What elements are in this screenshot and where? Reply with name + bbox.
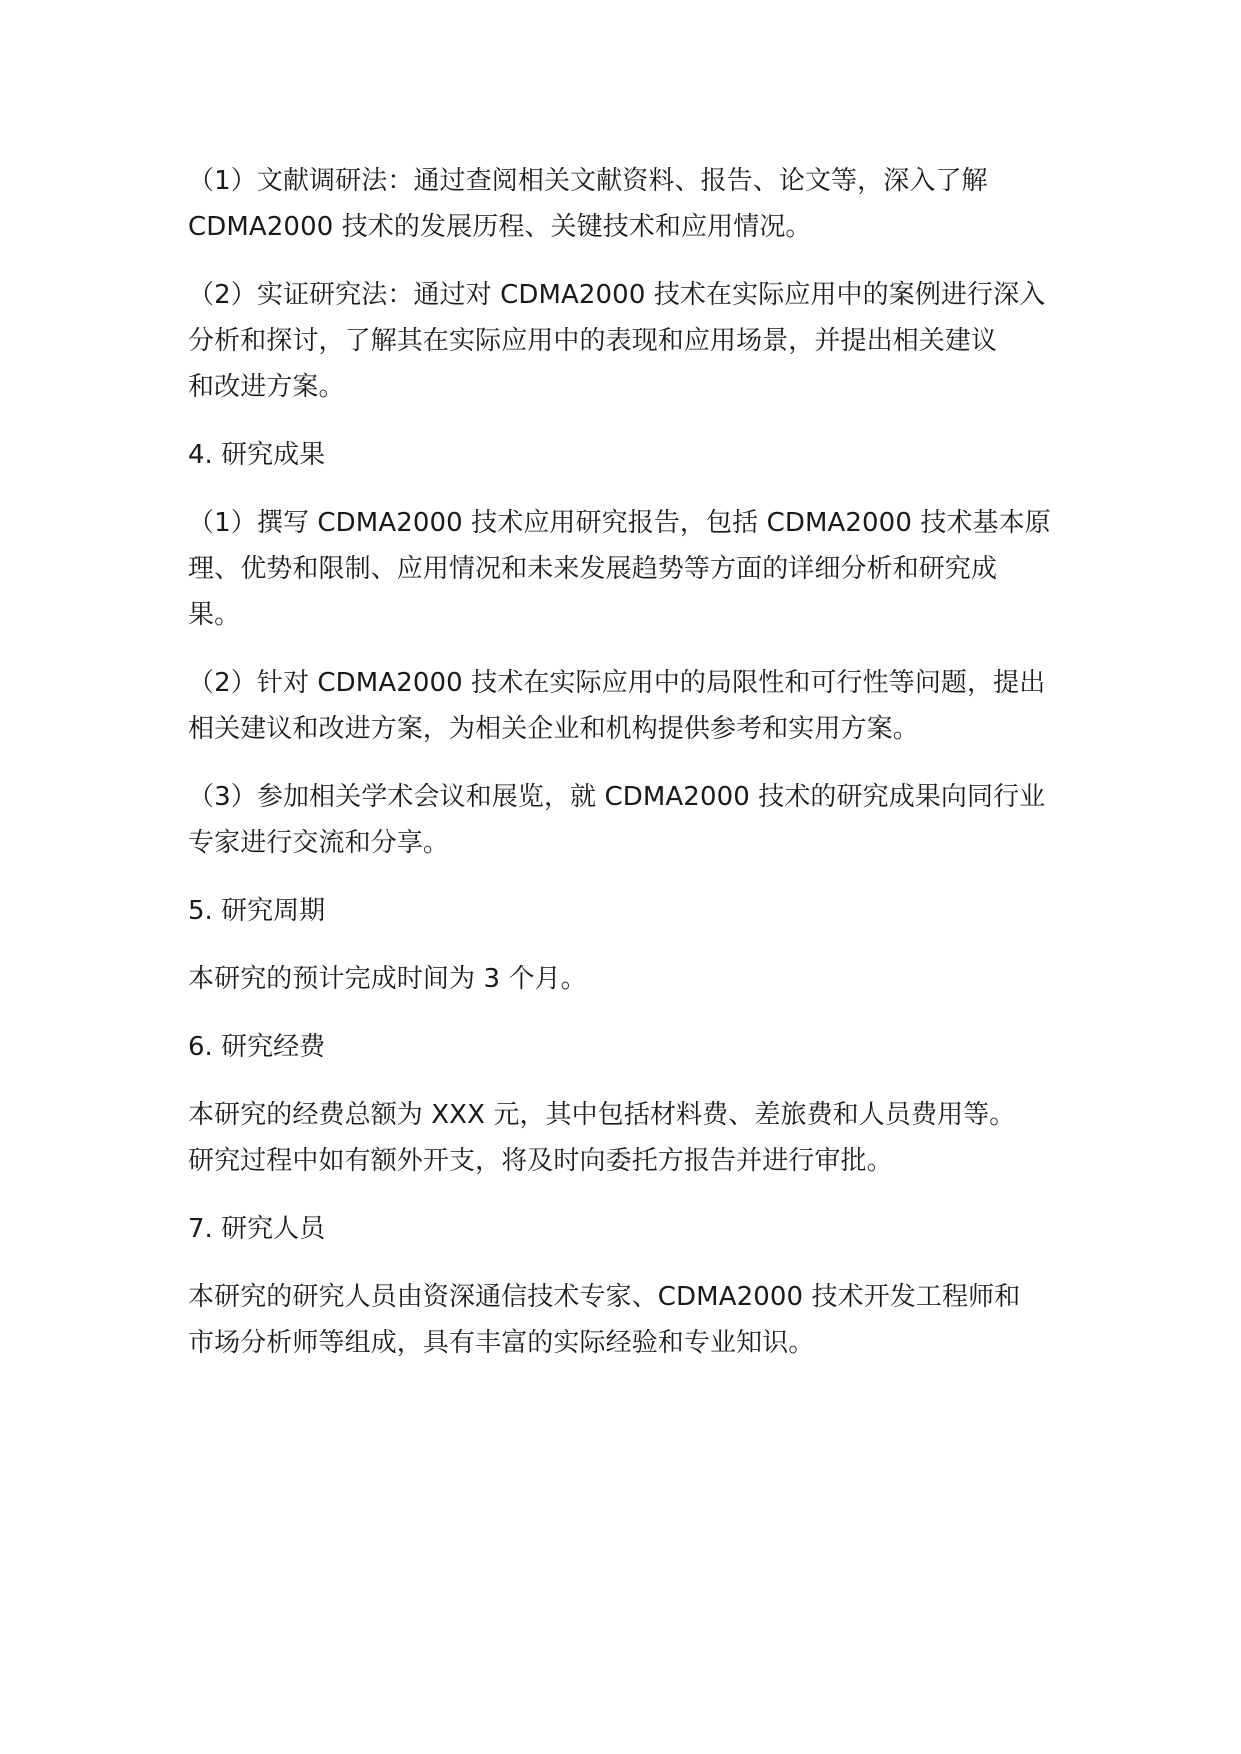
body-paragraph (188, 1274, 1068, 1366)
text-line: 7. 研究人员 (188, 1214, 326, 1244)
text-line: 6. 研究经费 (188, 1032, 326, 1062)
text-line: 市场分析师等组成，具有丰富的实际经验和专业知识。 (188, 1328, 815, 1358)
text-line: 相关建议和改进方案，为相关企业和机构提供参考和实用方案。 (188, 714, 919, 744)
body-paragraph (188, 1092, 1068, 1184)
text-line: 专家进行交流和分享。 (188, 828, 450, 858)
text-line: 本研究的经费总额为 XXX 元，其中包括材料费、差旅费和人员费用等。 (188, 1100, 1016, 1130)
text-line: 本研究的预计完成时间为 3 个月。 (188, 964, 587, 994)
body-paragraph (188, 774, 1068, 866)
text-line: 本研究的研究人员由资深通信技术专家、CDMA2000 技术开发工程师和 (188, 1282, 1021, 1312)
body-paragraph (188, 158, 1068, 250)
text-line: 果。 (188, 600, 241, 630)
text-line: （2）针对 CDMA2000 技术在实际应用中的局限性和可行性等问题，提出 (188, 668, 1046, 698)
section-heading (188, 1206, 1068, 1252)
text-line: （2）实证研究法：通过对 CDMA2000 技术在实际应用中的案例进行深入 (188, 280, 1046, 310)
document-body (188, 158, 1068, 1388)
text-line: CDMA2000 技术的发展历程、关键技术和应用情况。 (188, 212, 812, 242)
text-line: 分析和探讨，了解其在实际应用中的表现和应用场景，并提出相关建议 (188, 326, 998, 356)
body-paragraph (188, 272, 1068, 410)
text-line: 研究过程中如有额外开支，将及时向委托方报告并进行审批。 (188, 1146, 893, 1176)
body-paragraph (188, 956, 1068, 1002)
section-heading (188, 432, 1068, 478)
body-paragraph (188, 660, 1068, 752)
text-line: 理、优势和限制、应用情况和未来发展趋势等方面的详细分析和研究成 (188, 554, 998, 584)
text-line: 和改进方案。 (188, 372, 345, 402)
section-heading (188, 1024, 1068, 1070)
text-line: 4. 研究成果 (188, 440, 326, 470)
section-heading (188, 888, 1068, 934)
text-line: （1）撰写 CDMA2000 技术应用研究报告，包括 CDMA2000 技术基本原 (188, 508, 1051, 538)
text-line: （3）参加相关学术会议和展览，就 CDMA2000 技术的研究成果向同行业 (188, 782, 1046, 812)
text-line: 5. 研究周期 (188, 896, 326, 926)
body-paragraph (188, 500, 1068, 638)
text-line: （1）文献调研法：通过查阅相关文献资料、报告、论文等，深入了解 (188, 166, 988, 196)
